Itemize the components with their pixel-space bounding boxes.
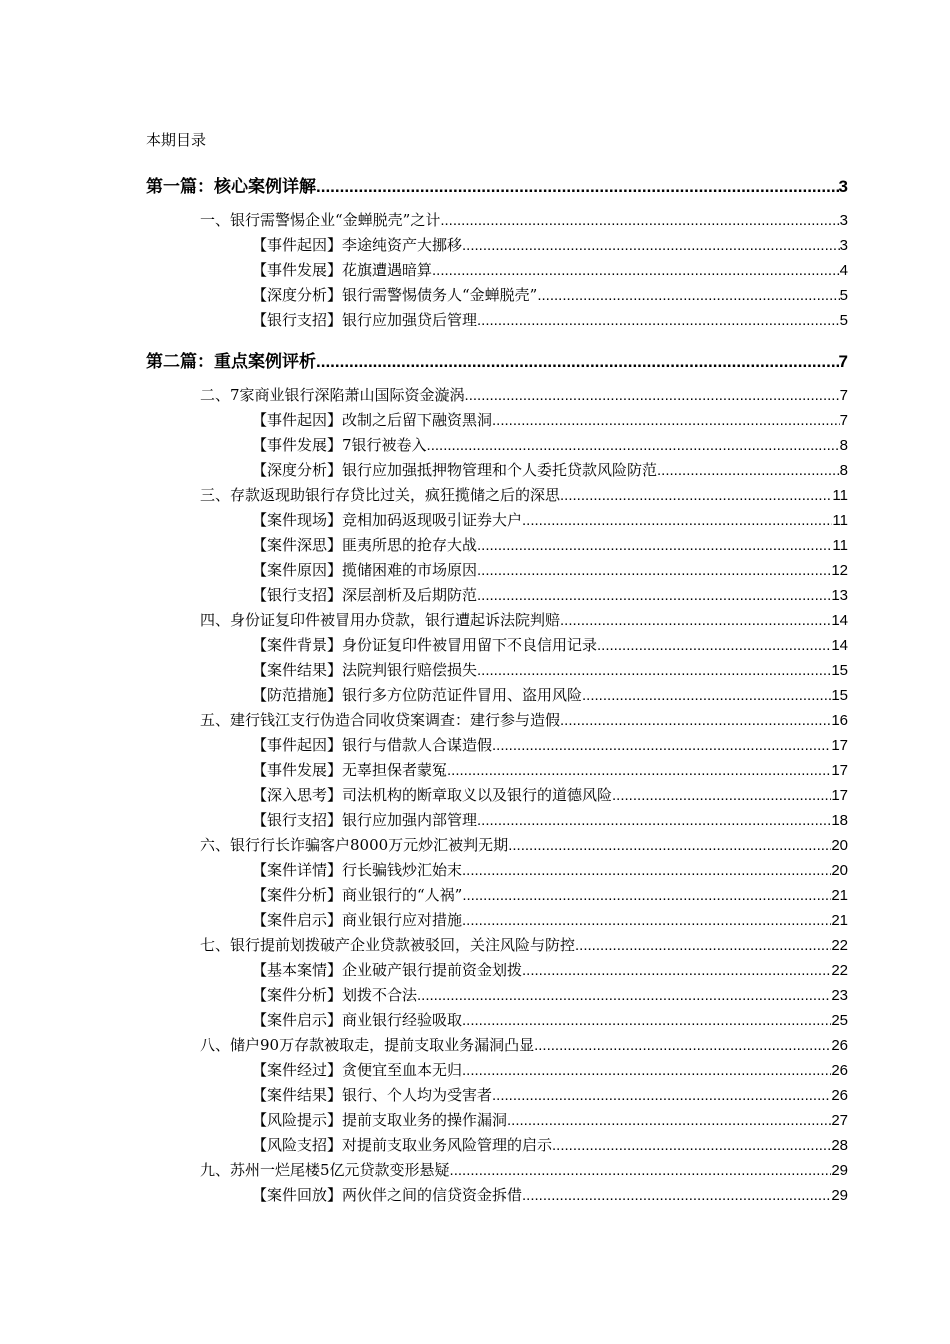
toc-subsection-title: 【事件发展】7银行被卷入 [252, 436, 427, 454]
toc-section-title: 二、7家商业银行深陷萧山国际资金漩涡 [200, 386, 465, 404]
dot-leader [522, 1183, 831, 1208]
dot-leader [560, 708, 831, 733]
dot-leader [522, 508, 832, 533]
toc-section-title: 九、苏州一烂尾楼5亿元贷款变形悬疑 [200, 1161, 450, 1179]
toc-subsection-entry[interactable] [146, 433, 848, 458]
toc-subsection-entry[interactable] [146, 958, 848, 983]
toc-subsection-entry[interactable] [146, 1133, 848, 1158]
toc-subsection-entry[interactable] [146, 1183, 848, 1208]
toc-section-title: 五、建行钱江支行伪造合同收贷案调查：建行参与造假 [200, 711, 561, 729]
toc-subsection-title: 【案件分析】划拨不合法 [252, 986, 418, 1004]
page-number: 18 [831, 812, 848, 829]
toc-subsection-entry[interactable] [146, 858, 848, 883]
dot-leader [560, 608, 831, 633]
toc-subsection-title: 【案件经过】贪便宜至血本无归 [252, 1061, 463, 1079]
toc-subsection-entry[interactable] [146, 633, 848, 658]
dot-leader [582, 683, 831, 708]
dot-leader [417, 983, 831, 1008]
dot-leader [477, 533, 832, 558]
toc-subsection-title: 【事件起因】李途纯资产大挪移 [252, 236, 463, 254]
toc-section-entry[interactable] [146, 708, 848, 733]
page-number: 7 [838, 352, 848, 371]
toc-subsection-title: 【案件结果】银行、个人均为受害者 [252, 1086, 493, 1104]
page-number: 12 [831, 562, 848, 579]
dot-leader [612, 783, 831, 808]
dot-leader [597, 633, 831, 658]
dot-leader [462, 1008, 831, 1033]
dot-leader [462, 883, 831, 908]
table-of-contents [146, 172, 848, 1208]
dot-leader [450, 1158, 832, 1183]
toc-section-entry[interactable] [146, 483, 848, 508]
dot-leader [492, 408, 840, 433]
toc-section-title: 三、存款返现助银行存贷比过关，疯狂揽储之后的深思 [200, 486, 561, 504]
toc-subsection-title: 【案件启示】商业银行经验吸取 [252, 1011, 463, 1029]
toc-subsection-title: 【基本案情】企业破产银行提前资金划拨 [252, 961, 523, 979]
dot-leader [477, 558, 831, 583]
toc-subsection-title: 【案件现场】竞相加码返现吸引证券大户 [252, 511, 523, 529]
page-number: 29 [831, 1187, 848, 1204]
dot-leader [507, 1108, 831, 1133]
dot-leader [477, 308, 840, 333]
page-number: 13 [831, 587, 848, 604]
dot-leader [465, 383, 840, 408]
toc-subsection-entry[interactable] [146, 683, 848, 708]
toc-subsection-title: 【银行支招】深层剖析及后期防范 [252, 586, 478, 604]
toc-subsection-entry[interactable] [146, 533, 848, 558]
page-number: 23 [831, 987, 848, 1004]
page-number: 11 [832, 512, 848, 529]
toc-subsection-title: 【深度分析】银行需警惕债务人“金蝉脱壳” [252, 286, 538, 304]
toc-subsection-title: 【事件起因】改制之后留下融资黑洞 [252, 411, 493, 429]
toc-subsection-entry[interactable] [146, 908, 848, 933]
toc-section-entry[interactable] [146, 933, 848, 958]
page-number: 3 [839, 237, 848, 254]
toc-part-entry[interactable] [146, 172, 848, 202]
toc-subsection-title: 【银行支招】银行应加强内部管理 [252, 811, 478, 829]
toc-subsection-entry[interactable] [146, 408, 848, 433]
toc-section-title: 一、银行需警惕企业“金蝉脱壳”之计 [200, 211, 441, 229]
dot-leader [462, 858, 831, 883]
page-number: 4 [839, 262, 848, 279]
dot-leader [427, 433, 840, 458]
page-number: 8 [839, 437, 848, 454]
page-number: 21 [831, 887, 848, 904]
toc-subsection-title: 【案件启示】商业银行应对措施 [252, 911, 463, 929]
dot-leader [537, 283, 839, 308]
dot-leader [492, 733, 831, 758]
dot-leader [447, 758, 831, 783]
toc-section-entry[interactable] [146, 608, 848, 633]
page-number: 22 [831, 937, 848, 954]
toc-subsection-title: 【事件起因】银行与借款人合谋造假 [252, 736, 493, 754]
page-number: 16 [831, 712, 848, 729]
toc-subsection-entry[interactable] [146, 983, 848, 1008]
toc-subsection-entry[interactable] [146, 758, 848, 783]
page-number: 17 [831, 737, 848, 754]
toc-section-entry[interactable] [146, 1033, 848, 1058]
toc-subsection-entry[interactable] [146, 658, 848, 683]
toc-subsection-entry[interactable] [146, 733, 848, 758]
toc-subsection-title: 【案件分析】商业银行的“人祸” [252, 886, 463, 904]
toc-subsection-title: 【案件深思】匪夷所思的抢存大战 [252, 536, 478, 554]
page-number: 7 [839, 412, 848, 429]
page-number: 15 [831, 687, 848, 704]
dot-leader [477, 808, 831, 833]
dot-leader [492, 1083, 831, 1108]
page-number: 20 [831, 862, 848, 879]
toc-subsection-title: 【银行支招】银行应加强贷后管理 [252, 311, 478, 329]
dot-leader [477, 583, 831, 608]
page-number: 22 [831, 962, 848, 979]
toc-section-title: 八、储户90万存款被取走，提前支取业务漏洞凸显 [200, 1036, 535, 1054]
page-number: 5 [839, 312, 848, 329]
page-number: 15 [831, 662, 848, 679]
page-number: 21 [831, 912, 848, 929]
page-number: 8 [839, 462, 848, 479]
toc-section-entry[interactable] [146, 833, 848, 858]
toc-subsection-entry[interactable] [146, 783, 848, 808]
dot-leader [462, 908, 831, 933]
dot-leader [440, 208, 839, 233]
toc-subsection-entry[interactable] [146, 283, 848, 308]
toc-part-title: 第二篇：重点案例评析 [146, 352, 316, 372]
page-number: 7 [839, 387, 848, 404]
toc-subsection-title: 【案件结果】法院判银行赔偿损失 [252, 661, 478, 679]
toc-subsection-entry[interactable] [146, 508, 848, 533]
toc-subsection-title: 【案件原因】揽储困难的市场原因 [252, 561, 478, 579]
toc-subsection-entry[interactable] [146, 583, 848, 608]
page-number: 27 [831, 1112, 848, 1129]
toc-subsection-entry[interactable] [146, 1058, 848, 1083]
toc-part-title: 第一篇：核心案例详解 [146, 177, 316, 197]
toc-subsection-title: 【事件发展】花旗遭遇暗算 [252, 261, 433, 279]
toc-section-entry[interactable] [146, 208, 848, 233]
dot-leader [477, 658, 831, 683]
page-number: 28 [831, 1137, 848, 1154]
toc-subsection-title: 【案件回放】两伙伴之间的信贷资金拆借 [252, 1186, 523, 1204]
toc-subsection-entry[interactable] [146, 258, 848, 283]
dot-leader [575, 933, 831, 958]
toc-subsection-title: 【事件发展】无辜担保者蒙冤 [252, 761, 448, 779]
dot-leader [316, 347, 839, 377]
toc-subsection-title: 【风险支招】对提前支取业务风险管理的启示 [252, 1136, 553, 1154]
page-number: 11 [832, 537, 848, 554]
page-number: 26 [831, 1062, 848, 1079]
dot-leader [462, 1058, 831, 1083]
toc-subsection-title: 【风险提示】提前支取业务的操作漏洞 [252, 1111, 508, 1129]
toc-subsection-entry[interactable] [146, 308, 848, 333]
page-number: 5 [839, 287, 848, 304]
page-number: 17 [831, 787, 848, 804]
page-number: 25 [831, 1012, 848, 1029]
page-number: 29 [831, 1162, 848, 1179]
page-number: 20 [831, 837, 848, 854]
toc-part-entry[interactable] [146, 347, 848, 377]
page-number: 14 [831, 637, 848, 654]
toc-subsection-entry[interactable] [146, 1008, 848, 1033]
toc-subsection-entry[interactable] [146, 1083, 848, 1108]
toc-subsection-entry[interactable] [146, 1108, 848, 1133]
toc-section-entry[interactable] [146, 1158, 848, 1183]
page-number: 26 [831, 1087, 848, 1104]
toc-subsection-title: 【防范措施】银行多方位防范证件冒用、盗用风险 [252, 686, 583, 704]
dot-leader [316, 172, 839, 202]
toc-section-title: 六、银行行长诈骗客户8000万元炒汇被判无期 [200, 836, 509, 854]
page-number: 26 [831, 1037, 848, 1054]
page-number: 3 [839, 212, 848, 229]
dot-leader [432, 258, 840, 283]
toc-subsection-title: 【深度分析】银行应加强抵押物管理和个人委托贷款风险防范 [252, 461, 658, 479]
toc-subsection-entry[interactable] [146, 233, 848, 258]
page-number: 14 [831, 612, 848, 629]
page-number: 3 [838, 177, 848, 196]
dot-leader [534, 1033, 831, 1058]
toc-subsection-entry[interactable] [146, 558, 848, 583]
toc-section-title: 七、银行提前划拨破产企业贷款被驳回，关注风险与防控 [200, 936, 576, 954]
dot-leader [552, 1133, 831, 1158]
toc-heading: 本期目录 [146, 131, 207, 149]
dot-leader [522, 958, 831, 983]
toc-subsection-entry[interactable] [146, 808, 848, 833]
toc-subsection-title: 【案件背景】身份证复印件被冒用留下不良信用记录 [252, 636, 598, 654]
part-spacer [146, 333, 848, 347]
toc-subsection-entry[interactable] [146, 458, 848, 483]
toc-section-entry[interactable] [146, 383, 848, 408]
toc-subsection-title: 【深入思考】司法机构的断章取义以及银行的道德风险 [252, 786, 613, 804]
page-number: 17 [831, 762, 848, 779]
dot-leader [462, 233, 840, 258]
dot-leader [508, 833, 831, 858]
toc-subsection-title: 【案件详情】行长骗钱炒汇始末 [252, 861, 463, 879]
toc-section-title: 四、身份证复印件被冒用办贷款，银行遭起诉法院判赔 [200, 611, 561, 629]
page-number: 11 [832, 487, 848, 504]
dot-leader [560, 483, 832, 508]
toc-subsection-entry[interactable] [146, 883, 848, 908]
dot-leader [657, 458, 840, 483]
